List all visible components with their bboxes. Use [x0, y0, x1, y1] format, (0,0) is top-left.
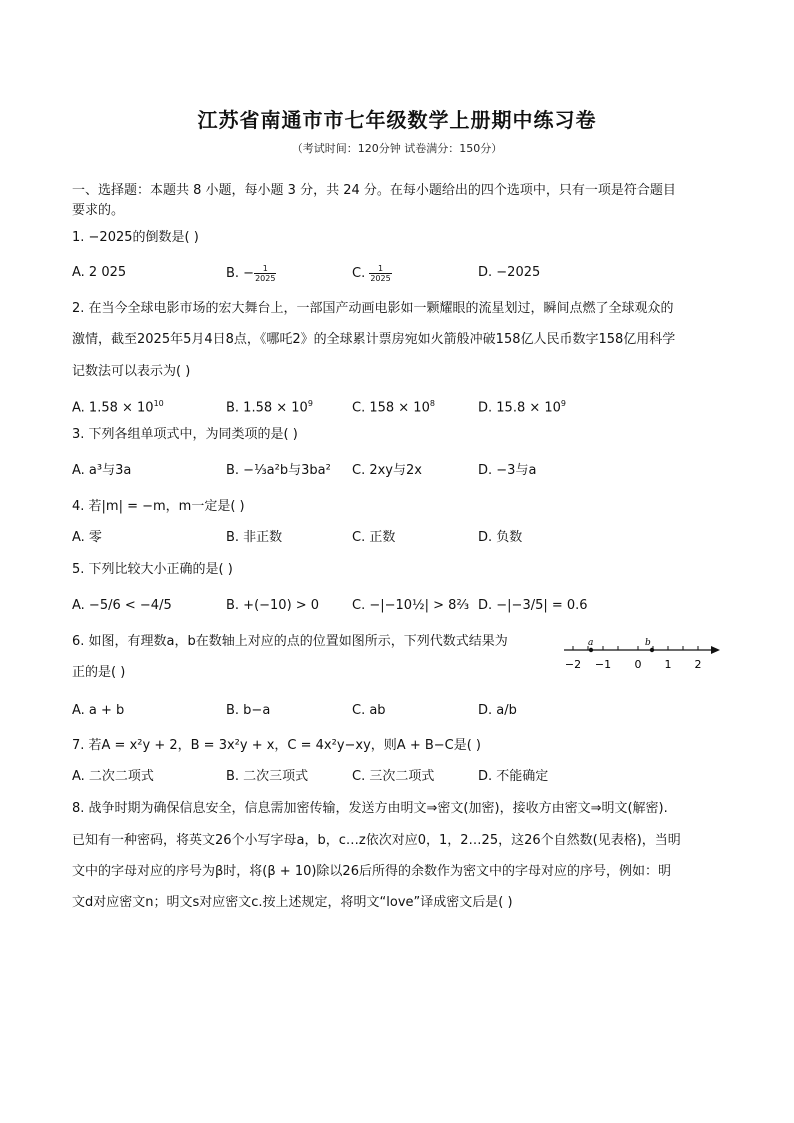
- q8-line3: 文中的字母对应的序号为β时，将(β + 10)除以26后所得的余数作为密文中的字母对应的序号，例如：明: [72, 864, 671, 879]
- q2-option-d: [478, 395, 566, 417]
- q2-b-base: B. 1.58 × 10: [226, 400, 308, 416]
- tick-label-1: 1: [664, 658, 672, 671]
- q1-b-fraction: [254, 264, 276, 283]
- q1-c-prefix: C.: [352, 266, 370, 281]
- q8-line2: 已知有一种密码，将英文26个小写字母a，b，c…z依次对应0，1，2…25，这26个自然数(见表格)，当明: [72, 833, 681, 848]
- page-subtitle: （考试时间：120分钟 试卷满分：150分）: [291, 142, 503, 155]
- point-a-dot: [589, 648, 593, 652]
- q1-option-c: [352, 264, 392, 283]
- number-line-figure: [560, 632, 725, 676]
- q5-option-d: D. −|−3/5| = 0.6: [478, 598, 588, 613]
- number-line-arrow: [711, 646, 720, 654]
- q2-option-c: [352, 395, 435, 417]
- q4-option-b: B. 非正数: [226, 530, 283, 545]
- q1-c-denominator: 2025: [370, 274, 391, 283]
- q1-c-numerator: 1: [369, 264, 391, 274]
- q2-c-base: C. 158 × 10: [352, 400, 430, 416]
- q5-option-a: A. −5/6 < −4/5: [72, 598, 172, 613]
- q2-line2: 激情，截至2025年5月4日8点，《哪吒2》的全球累计票房宛如火箭般冲破158亿人民币数字158亿用科学: [72, 332, 676, 347]
- q4-option-d: D. 负数: [478, 530, 523, 545]
- q8-line1: 8. 战争时期为确保信息安全，信息需加密传输，发送方由明文⇒密文(加密)，接收方由密文⇒明文(解密).: [72, 801, 668, 816]
- q3-option-d: D. −3与a: [478, 463, 537, 478]
- q2-d-base: D. 15.8 × 10: [478, 400, 561, 416]
- tick-label-neg2: −2: [564, 658, 582, 671]
- q2-option-a: [72, 395, 164, 417]
- q5-option-c: C. −|−10½| > 8⅔: [352, 598, 470, 613]
- q6-option-a: A. a + b: [72, 703, 125, 718]
- q2-b-exponent: 9: [307, 399, 313, 408]
- q2-d-exponent: 9: [560, 399, 567, 408]
- section-heading-line2: 要求的。: [72, 203, 125, 218]
- q1-option-d: D. −2025: [478, 265, 541, 280]
- q6-option-c: C. ab: [352, 703, 386, 718]
- q7-option-d: D. 不能确定: [478, 769, 549, 784]
- q4-stem: 4. 若|m| = −m，m一定是( ): [72, 499, 245, 514]
- q2-a-exponent: 10: [153, 399, 164, 408]
- tick-label-neg1: −1: [594, 658, 612, 671]
- page-title: 江苏省南通市市七年级数学上册期中练习卷: [197, 108, 597, 132]
- q6-line1: 6. 如图，有理数a，b在数轴上对应的点的位置如图所示，下列代数式结果为: [72, 634, 508, 649]
- q3-option-b: B. −⅓a²b与3ba²: [226, 463, 331, 478]
- q3-stem: 3. 下列各组单项式中，为同类项的是( ): [72, 427, 298, 442]
- q1-b-prefix: B. −: [226, 266, 255, 281]
- q3-option-a: A. a³与3a: [72, 463, 132, 478]
- point-a-label: a: [588, 638, 594, 648]
- q1-b-numerator: 1: [254, 264, 276, 274]
- q8-line4: 文d对应密文n；明文s对应密文c.按上述规定，将明文“love”译成密文后是( ): [72, 895, 513, 910]
- q7-option-a: A. 二次二项式: [72, 769, 154, 784]
- tick-label-2: 2: [694, 658, 702, 671]
- q5-stem: 5. 下列比较大小正确的是( ): [72, 562, 233, 577]
- q6-option-d: D. a/b: [478, 703, 517, 718]
- point-b-label: b: [645, 638, 651, 648]
- q1-stem: 1. −2025的倒数是( ): [72, 230, 199, 245]
- q1-option-a: A. 2 025: [72, 265, 127, 280]
- q7-option-c: C. 三次二项式: [352, 769, 435, 784]
- q2-a-base: A. 1.58 × 10: [72, 400, 154, 416]
- q6-line2: 正的是( ): [72, 665, 126, 680]
- q3-option-c: C. 2xy与2x: [352, 463, 422, 478]
- q4-option-c: C. 正数: [352, 530, 396, 545]
- point-b-dot: [650, 648, 654, 652]
- section-heading-line1: 一、选择题：本题共 8 小题，每小题 3 分，共 24 分。在每小题给出的四个选项中，只有一项是符合题目: [72, 183, 676, 198]
- q2-line3: 记数法可以表示为( ): [72, 364, 191, 379]
- tick-label-0: 0: [634, 658, 642, 671]
- q2-c-exponent: 8: [429, 399, 435, 408]
- q1-option-b: [226, 264, 276, 283]
- q1-c-fraction: [369, 264, 391, 283]
- q7-option-b: B. 二次三项式: [226, 769, 309, 784]
- q4-option-a: A. 零: [72, 530, 102, 545]
- q5-option-b: B. +(−10) > 0: [226, 598, 320, 613]
- q2-option-b: [226, 395, 313, 417]
- q1-b-denominator: 2025: [255, 274, 276, 283]
- q2-line1: 2. 在当今全球电影市场的宏大舞台上，一部国产动画电影如一颗耀眼的流星划过，瞬间点燃了全球观众的: [72, 301, 674, 316]
- q6-option-b: B. b−a: [226, 703, 271, 718]
- q7-stem: 7. 若A = x²y + 2，B = 3x²y + x，C = 4x²y−xy，则A + B−C是( ): [72, 738, 482, 753]
